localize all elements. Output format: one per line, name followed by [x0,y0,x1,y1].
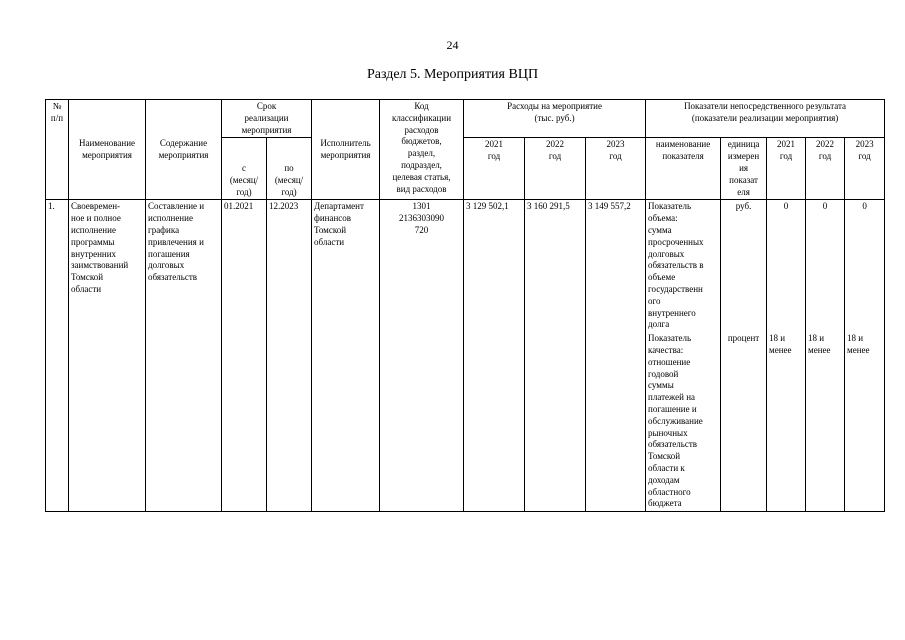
header-ind-2023: 2023 год [845,138,885,200]
header-term: Срок реализации мероприятия [222,100,312,138]
row-exp-2022: 3 160 291,5 [525,200,586,512]
header-ind-2022: 2022 год [806,138,845,200]
indicator-1-2022: 0 [806,200,845,332]
header-exp-2021: 2021 год [464,138,525,200]
header-expenses: Расходы на мероприятие (тыс. руб.) [464,100,646,138]
row-num: 1. [46,200,69,512]
activities-table [45,99,885,512]
header-content: Содержание мероприятия [146,100,222,200]
row-name: Своевремен- ное и полное исполнение программы внутренних заимствований Томской области [69,200,146,512]
indicator-2-2023: 18 и менее [845,332,885,511]
row-executor: Департамент финансов Томской области [312,200,380,512]
header-name: Наименование мероприятия [69,100,146,200]
header-term-from: с (месяц/ год) [222,138,267,200]
indicator-2-unit: процент [721,332,767,511]
header-ind-2021: 2021 год [767,138,806,200]
indicator-2-name: Показатель качества: отношение годовой суммы платежей на погашение и обслуживание рыночных обязательств Томской области к доходам областного бюджета [646,332,721,511]
header-executor: Исполнитель мероприятия [312,100,380,200]
header-term-to: по (месяц/ год) [267,138,312,200]
row-exp-2021: 3 129 502,1 [464,200,525,512]
indicator-2-2021: 18 и менее [767,332,806,511]
row-exp-2023: 3 149 557,2 [586,200,646,512]
indicator-2-2022: 18 и менее [806,332,845,511]
header-exp-2023: 2023 год [586,138,646,200]
row-from: 01.2021 [222,200,267,512]
row-code: 1301 2136303090 720 [380,200,464,512]
header-results: Показатели непосредственного результата (показатели реализации мероприятия) [646,100,885,138]
page-number: 24 [446,38,459,52]
header-code: Код классификации расходов бюджетов, раздел, подраздел, целевая статья, вид расходов [380,100,464,200]
header-exp-2022: 2022 год [525,138,586,200]
row-content: Составление и исполнение графика привлечения и погашения долговых обязательств [146,200,222,512]
indicator-1-2021: 0 [767,200,806,332]
indicator-1-2023: 0 [845,200,885,332]
header-ind-unit: единица измерен ия показат еля [721,138,767,200]
indicator-1-unit: руб. [721,200,767,332]
header-num: № п/п [46,100,69,200]
header-row-1 [46,100,885,138]
section-title: Раздел 5. Мероприятия ВЦП [366,67,539,82]
table-row [46,200,885,332]
header-ind-name: наименование показателя [646,138,721,200]
indicator-1-name: Показатель объема: сумма просроченных долговых обязательств в объеме государственн ого внутреннего долга [646,200,721,332]
row-to: 12.2023 [267,200,312,512]
